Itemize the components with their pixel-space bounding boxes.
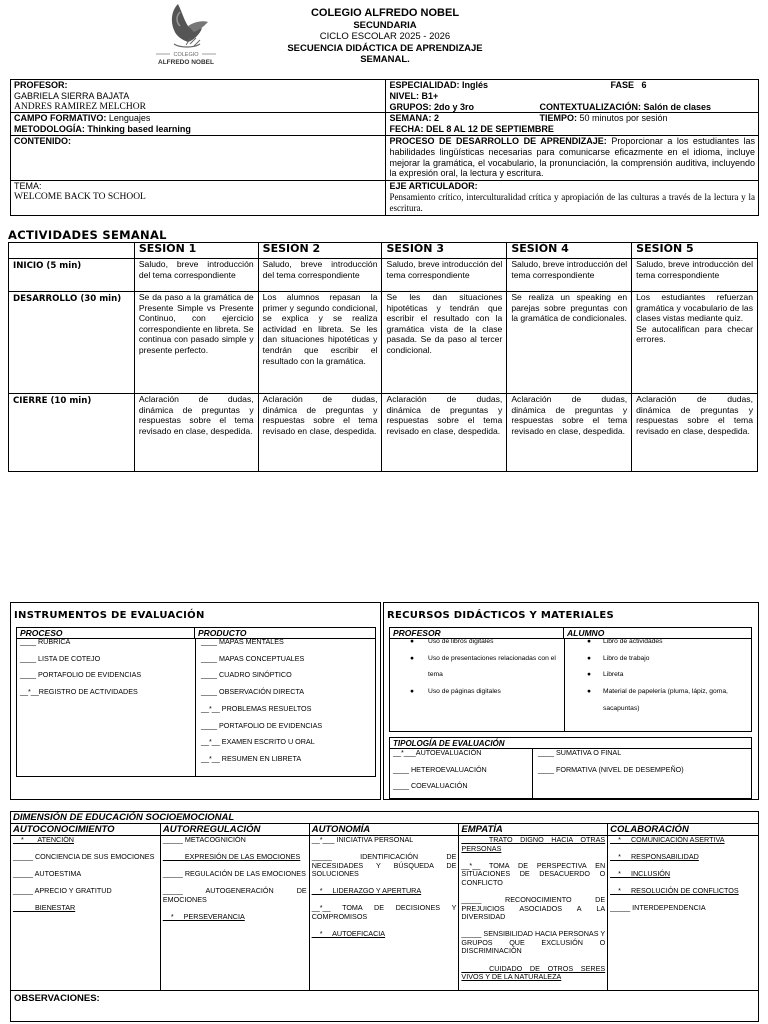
- metodologia-label: METODOLOGÍA:: [14, 124, 85, 135]
- tipologia-item: ____ COEVALUACIÓN: [393, 781, 468, 791]
- fecha-value: DEL 8 AL 12 DE SEPTIEMBRE: [426, 124, 554, 135]
- producto-item: ____ MAPAS CONCEPTUALES: [201, 653, 305, 663]
- bullet-icon: ●: [587, 654, 592, 662]
- tema-label: TEMA:: [14, 180, 42, 191]
- resource-item: [410, 634, 560, 651]
- producto-item: ____ MAPAS MENTALES: [201, 637, 284, 646]
- socio-item: __*___ ATENCIÓN: [13, 835, 74, 844]
- proceso-item: ____ LISTA DE COTEJO: [20, 653, 101, 663]
- activity-cell: Se da paso a la gramática de Presente Simple vs Presente Continuo, con ejercicio correspondiente en libreta. Se continua con pasado simple y presente perfecto.: [134, 292, 258, 394]
- tipologia-left-list: [393, 745, 487, 795]
- bullet-icon: ●: [587, 638, 592, 645]
- proceso-text: Proporcionar a los estudiantes las habilidades lingüísticas necesarias para comunicarse eficazmente en el idioma, incluye mejorar la gramática, el vocabulario, la pronunciación, la comprensión auditiva, incluyendo la expresión oral, la lectura y escritura.: [389, 135, 755, 179]
- eje-label: EJE ARTICULADOR:: [389, 180, 478, 191]
- logo-text-top: COLEGIO: [173, 52, 199, 58]
- socio-item: _____ EXPRESIÓN DE LAS EMOCIONES: [162, 852, 301, 862]
- row-label-desarrollo: DESARROLLO (30 min): [9, 292, 135, 394]
- producto-label: PRODUCTO: [198, 628, 247, 638]
- especialidad-cell: [386, 80, 759, 113]
- activity-cell: Aclaración de dudas, dinámica de preguntas y respuestas sobre el tema revisado en clase, despedida.: [507, 394, 632, 472]
- resource-item: [587, 684, 748, 717]
- socio-column: [608, 836, 759, 991]
- activity-cell: Los alumnos repasan la primer y segundo condicional, se explica y se realiza actividad en libreta. Se les dan situaciones hipotéticas y tendrán que escribir el resultado con la gramática.: [258, 292, 382, 394]
- socio-item: __*__ RESOLUCIÓN DE CONFLICTOS: [610, 886, 739, 896]
- socio-item: _____ TRATO DIGNO HACIA OTRAS PERSONAS: [461, 835, 606, 853]
- tipologia-item: ____ SUMATIVA O FINAL: [538, 748, 622, 757]
- profesor-name-2: ANDRES RAMIREZ MELCHOR: [14, 101, 146, 112]
- observaciones-box: [10, 990, 759, 1022]
- sequence-title: SECUENCIA DIDÁCTICA DE APRENDIZAJE: [287, 42, 483, 54]
- producto-item: ____ PORTAFOLIO DE EVIDENCIAS: [201, 720, 323, 730]
- campo-cell: [11, 113, 386, 136]
- bullet-icon: ●: [587, 671, 592, 679]
- tema-cell: [11, 180, 386, 215]
- semana-label: SEMANA:: [389, 113, 432, 124]
- activity-cell: Se les dan situaciones hipotéticas y tendrán que escribir el resultado con la gramática vista de la clase pasada. Se da paso al tercer condicional.: [382, 292, 507, 394]
- resource-item: [587, 667, 748, 684]
- school-logo: [150, 0, 222, 68]
- socio-item: _____ METACOGNICIÓN: [162, 835, 246, 844]
- socio-item: __*__ LIDERAZGO Y APERTURA: [311, 886, 422, 896]
- tipologia-box: [389, 737, 752, 799]
- resource-text: Uso de presentaciones relacionadas con el tema: [428, 654, 556, 679]
- nivel-label: NIVEL:: [389, 90, 419, 101]
- sequence-period: SEMANAL.: [360, 54, 410, 65]
- socio-col-header: EMPATÍA: [459, 824, 608, 836]
- socio-item: __*__ PERSEVERANCIA: [162, 911, 245, 921]
- school-cycle: CICLO ESCOLAR 2025 - 2026: [319, 31, 451, 42]
- alumno-resources-label: ALUMNO: [567, 628, 605, 638]
- socio-item: __*__ COMUNICACIÓN ASERTIVA: [610, 835, 725, 844]
- fase-label: FASE: [610, 80, 635, 90]
- contenido-label: CONTENIDO:: [14, 135, 71, 146]
- session-header: SESIÓN 4: [507, 243, 632, 259]
- socio-title: DIMENSIÓN DE EDUCACIÓN SOCIOEMOCIONAL: [11, 812, 759, 824]
- tipologia-item: ____ FORMATIVA (NIVEL DE DESEMPEÑO): [538, 764, 684, 774]
- resource-text: Material de papelería (pluma, lápiz, goma, sacapuntas): [603, 688, 728, 712]
- socio-item: __*__ INCLUSIÓN: [610, 869, 671, 879]
- nivel-value: B1+: [421, 90, 439, 101]
- fecha-label: FECHA:: [389, 124, 424, 135]
- activity-cell: Saludo, breve introducción del tema correspondiente: [134, 259, 258, 292]
- row-label-inicio: INICIO (5 min): [9, 259, 135, 292]
- school-level: SECUNDARIA: [353, 19, 417, 31]
- evaluation-title: INSTRUMENTOS DE EVALUACIÓN: [14, 610, 205, 621]
- activity-cell: Aclaración de dudas, dinámica de preguntas y respuestas sobre el tema revisado en clase, despedida.: [382, 394, 507, 472]
- socio-item: _____ AUTOESTIMA: [13, 869, 82, 879]
- activities-corner: [9, 243, 135, 259]
- proceso-label: PROCESO DE DESARROLLO DE APRENDIZAJE:: [389, 135, 607, 146]
- activity-cell: Saludo, breve introducción del tema correspondiente: [382, 259, 507, 292]
- contenido-cell: [11, 135, 386, 180]
- socio-column: [11, 836, 161, 991]
- grupos-label: GRUPOS:: [389, 101, 432, 112]
- profesor-label: PROFESOR:: [14, 80, 68, 90]
- producto-item: __*__ EXAMEN ESCRITO U ORAL: [201, 737, 315, 747]
- socio-table: [10, 811, 759, 991]
- socio-column: [459, 836, 608, 991]
- resource-item: [587, 651, 748, 668]
- activity-cell: Aclaración de dudas, dinámica de preguntas y respuestas sobre el tema revisado en clase, despedida.: [134, 394, 258, 472]
- session-header: SESIÓN 1: [134, 243, 258, 259]
- tiempo-label: TIEMPO:: [539, 113, 577, 124]
- metodologia-value: Thinking based learning: [87, 124, 191, 135]
- contexto-label: CONTEXTUALIZACIÓN:: [539, 101, 641, 112]
- profesor-resources-list: [410, 634, 560, 701]
- producto-item: ____ CUADRO SINÓPTICO: [201, 670, 292, 680]
- resource-text: Libreta: [603, 671, 624, 679]
- profesor-name-1: GABRIELA SIERRA BAJATA: [14, 90, 130, 101]
- tipologia-item: ____ HETEROEVALUACIÓN: [393, 764, 487, 774]
- proceso-item: __*__REGISTRO DE ACTIVIDADES: [20, 687, 138, 697]
- activity-cell: Saludo, breve introducción del tema correspondiente: [632, 259, 758, 292]
- activities-table: [8, 242, 758, 472]
- observaciones-label: OBSERVACIONES:: [14, 993, 100, 1004]
- resources-panel: [383, 602, 759, 800]
- resource-item: [410, 684, 560, 701]
- producto-item: ____ OBSERVACIÓN DIRECTA: [201, 687, 305, 697]
- resource-item: [410, 651, 560, 684]
- semana-cell: [386, 113, 759, 136]
- socio-item: _____ CUIDADO DE OTROS SERES VIVOS Y DE LA NATURALEZA: [461, 963, 606, 982]
- socio-column: [309, 836, 459, 991]
- socio-item: _____ INTERDEPENDENCIA: [610, 903, 706, 913]
- eje-text: Pensamiento crítico, interculturalidad crítica y apropiación de las culturas a través de la lectura y la escritura.: [389, 191, 755, 213]
- bullet-icon: ●: [410, 688, 415, 696]
- activity-cell: Los estudiantes refuerzan gramática y vocabulario de las clases vistas mediante quiz. Se autocalifican para checar errores.: [632, 292, 758, 394]
- tiempo-value: 50 minutos por sesión: [579, 113, 668, 124]
- activity-cell: Saludo, breve introducción del tema correspondiente: [507, 259, 632, 292]
- campo-value: Lenguajes: [108, 113, 151, 124]
- resource-text: Libro de actividades: [603, 638, 663, 645]
- session-header: SESIÓN 3: [382, 243, 507, 259]
- session-header: SESIÓN 2: [258, 243, 382, 259]
- column-divider: [195, 639, 196, 776]
- socio-column: [160, 836, 309, 991]
- info-table: [10, 79, 759, 216]
- resource-text: Libro de trabajo: [603, 654, 650, 662]
- socio-item: _____ REGULACIÓN DE LAS EMOCIONES: [162, 869, 306, 879]
- producto-list: [201, 634, 322, 768]
- proceso-item: ____ PORTAFOLIO DE EVIDENCIAS: [20, 670, 142, 680]
- especialidad-label: ESPECIALIDAD:: [389, 80, 460, 90]
- resource-item: [587, 634, 748, 651]
- socio-item: _____ CONCIENCIA DE SUS EMOCIONES: [13, 852, 155, 862]
- producto-item: __*__ PROBLEMAS RESUELTOS: [201, 703, 312, 713]
- activity-cell: Aclaración de dudas, dinámica de preguntas y respuestas sobre el tema revisado en clase, despedida.: [632, 394, 758, 472]
- bullet-icon: ●: [587, 688, 592, 696]
- tipologia-right-list: [538, 745, 684, 778]
- tipologia-item: __*___AUTOEVALUACIÓN: [393, 748, 482, 757]
- socio-col-header: AUTOCONOCIMIENTO: [11, 824, 161, 836]
- socio-item: __*__ RESPONSABILIDAD: [610, 852, 699, 862]
- socio-col-header: AUTORREGULACIÓN: [160, 824, 309, 836]
- column-divider: [532, 749, 533, 798]
- alumno-resources-list: [587, 634, 748, 718]
- bullet-icon: ●: [410, 654, 415, 662]
- proceso-item: ____ RÚBRICA: [20, 637, 71, 646]
- socio-item: __*__ AUTOEFICACIA: [311, 929, 386, 939]
- activity-cell: Se realiza un speaking en parejas sobre preguntas con la gramática de condicionales.: [507, 292, 632, 394]
- socio-item: __*___ INICIATIVA PERSONAL: [311, 835, 414, 844]
- fase-value: 6: [641, 80, 647, 90]
- evaluation-grid: [16, 627, 376, 777]
- tema-value: WELCOME BACK TO SCHOOL: [14, 191, 146, 202]
- row-label-cierre: CIERRE (10 min): [9, 394, 135, 472]
- semana-value: 2: [434, 113, 440, 124]
- activity-cell: Saludo, breve introducción del tema correspondiente: [258, 259, 382, 292]
- eje-cell: [386, 180, 759, 215]
- resources-grid: [389, 627, 752, 732]
- producto-item: __*__ RESUMEN EN LIBRETA: [201, 753, 302, 763]
- proceso-label: PROCESO: [20, 628, 63, 638]
- resource-text: Uso de libros digitales: [428, 638, 494, 645]
- school-name: COLEGIO ALFREDO NOBEL: [310, 7, 460, 19]
- tipologia-label: TIPOLOGÍA DE EVALUACIÓN: [393, 739, 505, 748]
- socio-col-header: AUTONOMÍA: [309, 824, 459, 836]
- contexto-value: Salón de clases: [643, 101, 712, 112]
- logo-text-bottom: ALFREDO NOBEL: [158, 59, 214, 66]
- resource-text: Uso de páginas digitales: [428, 688, 501, 696]
- document-header: [230, 8, 540, 66]
- proceso-cell: [386, 135, 759, 180]
- socio-item: _____ SENSIBILIDAD HACIA PERSONAS Y GRUPOS QUE EXCLUSIÓN O DISCRIMINACIÓN: [461, 929, 606, 956]
- column-divider: [564, 639, 565, 731]
- profesor-resources-label: PROFESOR: [393, 628, 441, 638]
- profesor-cell: [11, 80, 386, 113]
- socio-item: _____ AUTOGENERACIÓN DE EMOCIONES: [162, 886, 307, 904]
- socio-item: _____ RECONOCIMIENTO DE PREJUICIOS ASOCIADOS A LA DIVERSIDAD: [461, 894, 606, 922]
- grupos-value: 2do y 3ro: [434, 101, 475, 112]
- evaluation-panel: [10, 602, 381, 800]
- campo-label: CAMPO FORMATIVO:: [14, 113, 107, 124]
- session-header: SESIÓN 5: [632, 243, 758, 259]
- resources-title: RECURSOS DIDÁCTICOS Y MATERIALES: [387, 610, 614, 621]
- especialidad-value: Inglés: [462, 80, 489, 90]
- proceso-list: [20, 634, 141, 701]
- socio-col-header: COLABORACIÓN: [608, 824, 759, 836]
- socio-item: __*__ TOMA DE PERSPECTIVA EN SITUACIONES DE DESACUERDO O CONFLICTO: [461, 860, 606, 887]
- bullet-icon: ●: [410, 638, 415, 645]
- socio-item: _____ BIENESTAR: [13, 903, 76, 913]
- activity-cell: Aclaración de dudas, dinámica de preguntas y respuestas sobre el tema revisado en clase, despedida.: [258, 394, 382, 472]
- activities-title: ACTIVIDADES SEMANAL: [8, 228, 167, 242]
- socio-item: _____ APRECIO Y GRATITUD: [13, 886, 112, 896]
- socio-item: _____ IDENTIFICACIÓN DE NECESIDADES Y BÚSQUEDA DE SOLUCIONES: [311, 852, 457, 879]
- socio-item: __*__ TOMA DE DECISIONES Y COMPROMISOS: [311, 903, 457, 922]
